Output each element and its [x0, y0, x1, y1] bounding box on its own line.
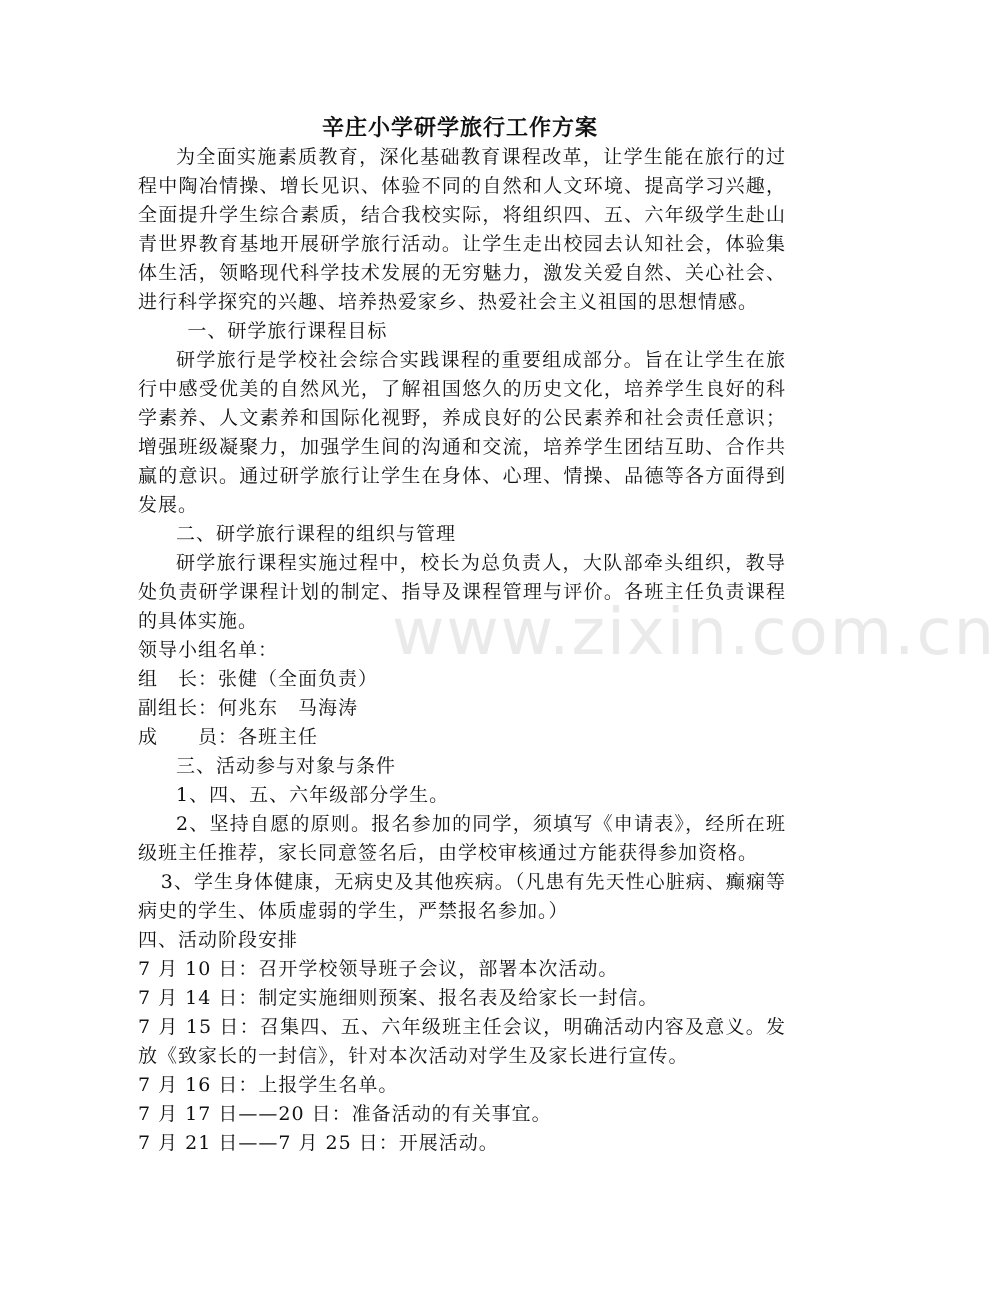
condition-item-1: 1、四、五、六年级部分学生。: [176, 784, 450, 806]
members-line: 成 员：各班主任: [138, 726, 319, 748]
condition-item-3: 3、学生身体健康，无病史及其他疾病。（凡患有先天性心脏病、癫痫等病史的学生、体质虚弱的学生，严禁报名参加。）: [138, 871, 786, 922]
schedule-item: 7 月 16 日：上报学生名单。: [138, 1074, 399, 1096]
section2-heading: 二、研学旅行课程的组织与管理: [176, 523, 457, 545]
section3-heading: 三、活动参与对象与条件: [176, 755, 397, 777]
schedule-item: 7 月 17 日——20 日：准备活动的有关事宜。: [138, 1103, 552, 1125]
watermark: www.zixin.com.cn: [392, 596, 996, 670]
schedule-item: 7 月 15 日：召集四、五、六年级班主任会议，明确活动内容及意义。发放《致家长的一封信》，针对本次活动对学生及家长进行宣传。: [138, 1016, 786, 1067]
schedule-item: 7 月 10 日：召开学校领导班子会议，部署本次活动。: [138, 958, 619, 980]
vice-leader-line: 副组长：何兆东 马海涛: [138, 697, 359, 719]
leader-line: 组 长：张健（全面负责）: [138, 668, 379, 690]
leader-list-title: 领导小组名单：: [138, 639, 279, 661]
section1-heading: 一、研学旅行课程目标: [187, 320, 388, 342]
section2-paragraph: 研学旅行课程实施过程中，校长为总负责人，大队部牵头组织，教导处负责研学课程计划的制定、指导及课程管理与评价。各班主任负责课程的具体实施。: [138, 552, 786, 632]
schedule-item: 7 月 21 日——7 月 25 日：开展活动。: [138, 1132, 499, 1154]
document-title: 辛庄小学研学旅行工作方案: [321, 115, 598, 141]
schedule-item: 7 月 14 日：制定实施细则预案、报名表及给家长一封信。: [138, 987, 659, 1009]
section1-paragraph: 研学旅行是学校社会综合实践课程的重要组成部分。旨在让学生在旅行中感受优美的自然风光，了解祖国悠久的历史文化，培养学生良好的科学素养、人文素养和国际化视野，养成良好的公民素养和社会责任意识；增强班级凝聚力，加强学生间的沟通和交流，培养学生团结互助、合作共赢的意识。通过研学旅行让学生在身体、心理、情操、品德等各方面得到发展。: [138, 349, 786, 516]
section4-heading: 四、活动阶段安排: [138, 929, 299, 951]
intro-paragraph: 为全面实施素质教育，深化基础教育课程改革，让学生能在旅行的过程中陶冶情操、增长见识、体验不同的自然和人文环境、提高学习兴趣，全面提升学生综合素质，结合我校实际，将组织四、五、六年级学生赴山青世界教育基地开展研学旅行活动。让学生走出校园去认知社会，体验集体生活，领略现代科学技术发展的无穷魅力，激发关爱自然、关心社会、进行科学探究的兴趣、培养热爱家乡、热爱社会主义祖国的思想情感。: [138, 146, 786, 313]
document-body: [138, 143, 786, 1158]
condition-item-2: 2、坚持自愿的原则。报名参加的同学，须填写《申请表》，经所在班级班主任推荐，家长同意签名后，由学校审核通过方能获得参加资格。: [138, 813, 786, 864]
